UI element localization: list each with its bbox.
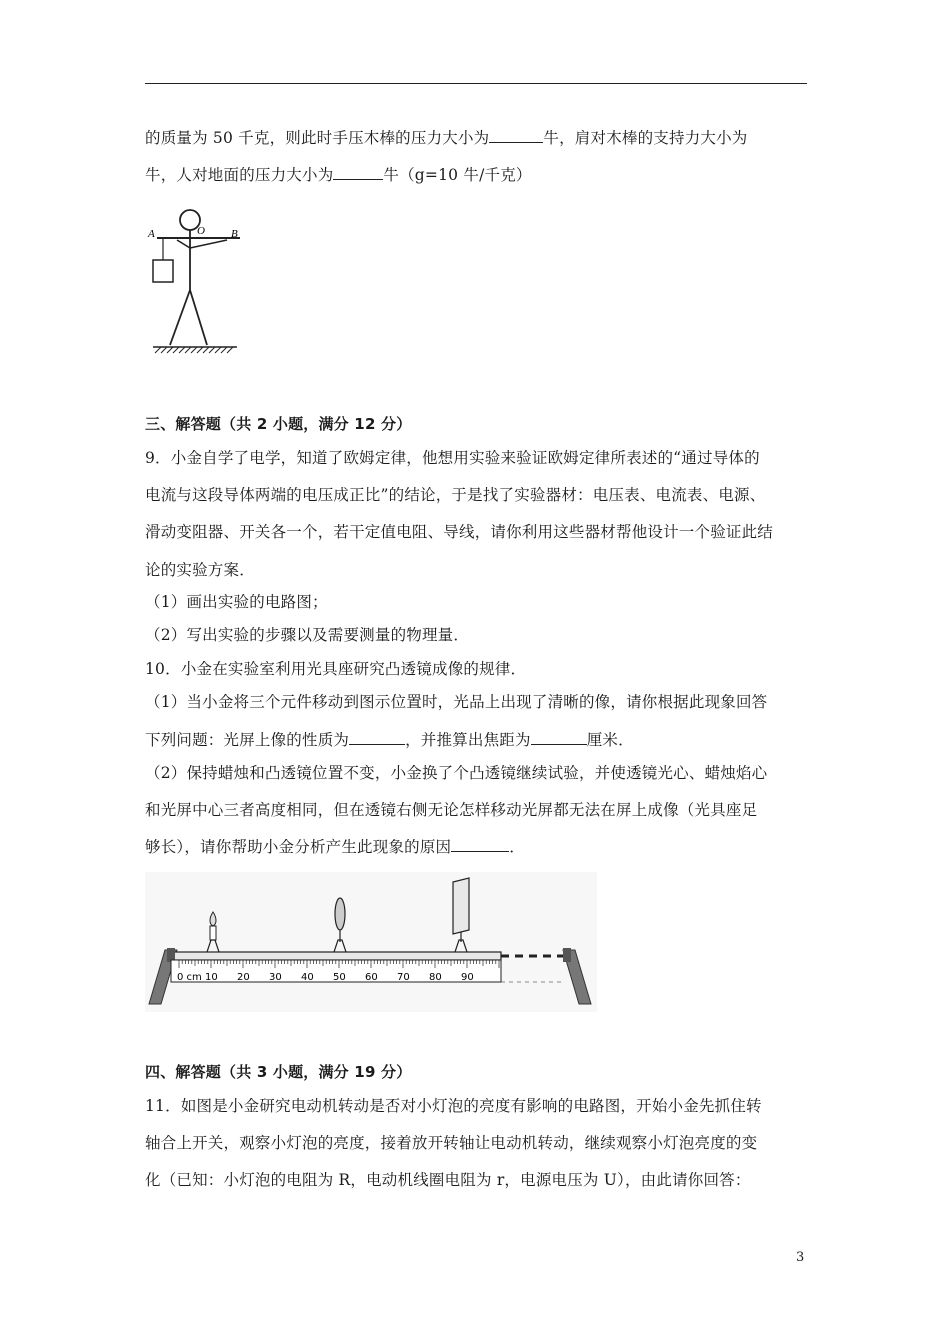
scale-label: 0 cm <box>177 972 202 983</box>
scale-label: 10 <box>205 972 218 983</box>
rail <box>171 952 501 960</box>
q9-line-2: 电流与这段导体两端的电压成正比”的结论，于是找了实验器材：电压表、电流表、电源、 <box>145 486 766 504</box>
answer-blank[interactable] <box>451 837 509 852</box>
q8-line-2: 牛，人对地面的压力大小为 牛（g=10 牛/千克） <box>145 166 532 184</box>
scale-label: 90 <box>461 972 474 983</box>
q9-sub-2: （2）写出实验的步骤以及需要测量的物理量． <box>145 626 470 644</box>
scale-label: 20 <box>237 972 250 983</box>
stick-figure-diagram <box>145 200 245 360</box>
label-O: O <box>197 225 205 237</box>
q11-line-1: 11．如图是小金研究电动机转动是否对小灯泡的亮度有影响的电路图，开始小金先抓住转 <box>145 1097 762 1115</box>
right-end-cap <box>563 948 571 962</box>
label-A: A <box>148 228 155 240</box>
section-3-heading: 三、解答题（共 2 小题，满分 12 分） <box>145 415 412 433</box>
q9-line-4: 论的实验方案． <box>145 561 255 579</box>
q8-line-1: 的质量为 50 千克，则此时手压木棒的压力大小为 牛，肩对木棒的支持力大小为 <box>145 129 748 147</box>
label-B: B <box>231 228 238 240</box>
ground-hatching <box>155 347 233 353</box>
section-4-heading: 四、解答题（共 3 小题，满分 19 分） <box>145 1063 412 1081</box>
figure-background <box>145 872 597 1012</box>
answer-blank[interactable] <box>489 128 543 143</box>
q11-line-2: 轴合上开关，观察小灯泡的亮度，接着放开转轴让电动机转动，继续观察小灯泡亮度的变 <box>145 1134 758 1152</box>
header-rule <box>145 83 807 84</box>
answer-blank[interactable] <box>333 165 383 180</box>
q9-sub-1: （1）画出实验的电路图； <box>145 593 328 611</box>
left-leg <box>170 290 190 345</box>
page-number: 3 <box>796 1250 805 1265</box>
scale-label: 80 <box>429 972 442 983</box>
q11-line-3: 化（已知：小灯泡的电阻为 R，电动机线圈电阻为 r，电源电压为 U），由此请你回答： <box>145 1171 751 1189</box>
scale-label: 30 <box>269 972 282 983</box>
answer-blank[interactable] <box>531 730 587 745</box>
q9-line-1: 9．小金自学了电学，知道了欧姆定律，他想用实验来验证欧姆定律所表述的“通过导体的 <box>145 449 760 467</box>
q10-line-5: 和光屏中心三者高度相同，但在透镜右侧无论怎样移动光屏都无法在屏上成像（光具座足 <box>145 801 758 819</box>
q10-line-3: 下列问题：光屏上像的性质为 ，并推算出焦距为 厘米． <box>145 731 634 749</box>
q10-line-1: 10．小金在实验室利用光具座研究凸透镜成像的规律． <box>145 660 527 678</box>
q10-line-6: 够长），请你帮助小金分析产生此现象的原因 ． <box>145 838 525 856</box>
arm <box>190 240 227 248</box>
answer-blank[interactable] <box>349 730 405 745</box>
scale-label: 50 <box>333 972 346 983</box>
right-leg <box>190 290 207 345</box>
scale-label: 70 <box>397 972 410 983</box>
scale-label: 40 <box>301 972 314 983</box>
q10-line-4: （2）保持蜡烛和凸透镜位置不变，小金换了个凸透镜继续试验，并使透镜光心、蜡烛焰心 <box>145 764 768 782</box>
q10-line-2: （1）当小金将三个元件移动到图示位置时，光品上出现了清晰的像，请你根据此现象回答 <box>145 693 768 711</box>
q9-line-3: 滑动变阻器、开关各一个，若干定值电阻、导线，请你利用这些器材帮他设计一个验证此结 <box>145 523 774 541</box>
arm-shoulder <box>177 240 190 248</box>
hanging-block <box>153 260 173 282</box>
scale-label: 60 <box>365 972 378 983</box>
optical-bench-diagram <box>145 872 597 1012</box>
